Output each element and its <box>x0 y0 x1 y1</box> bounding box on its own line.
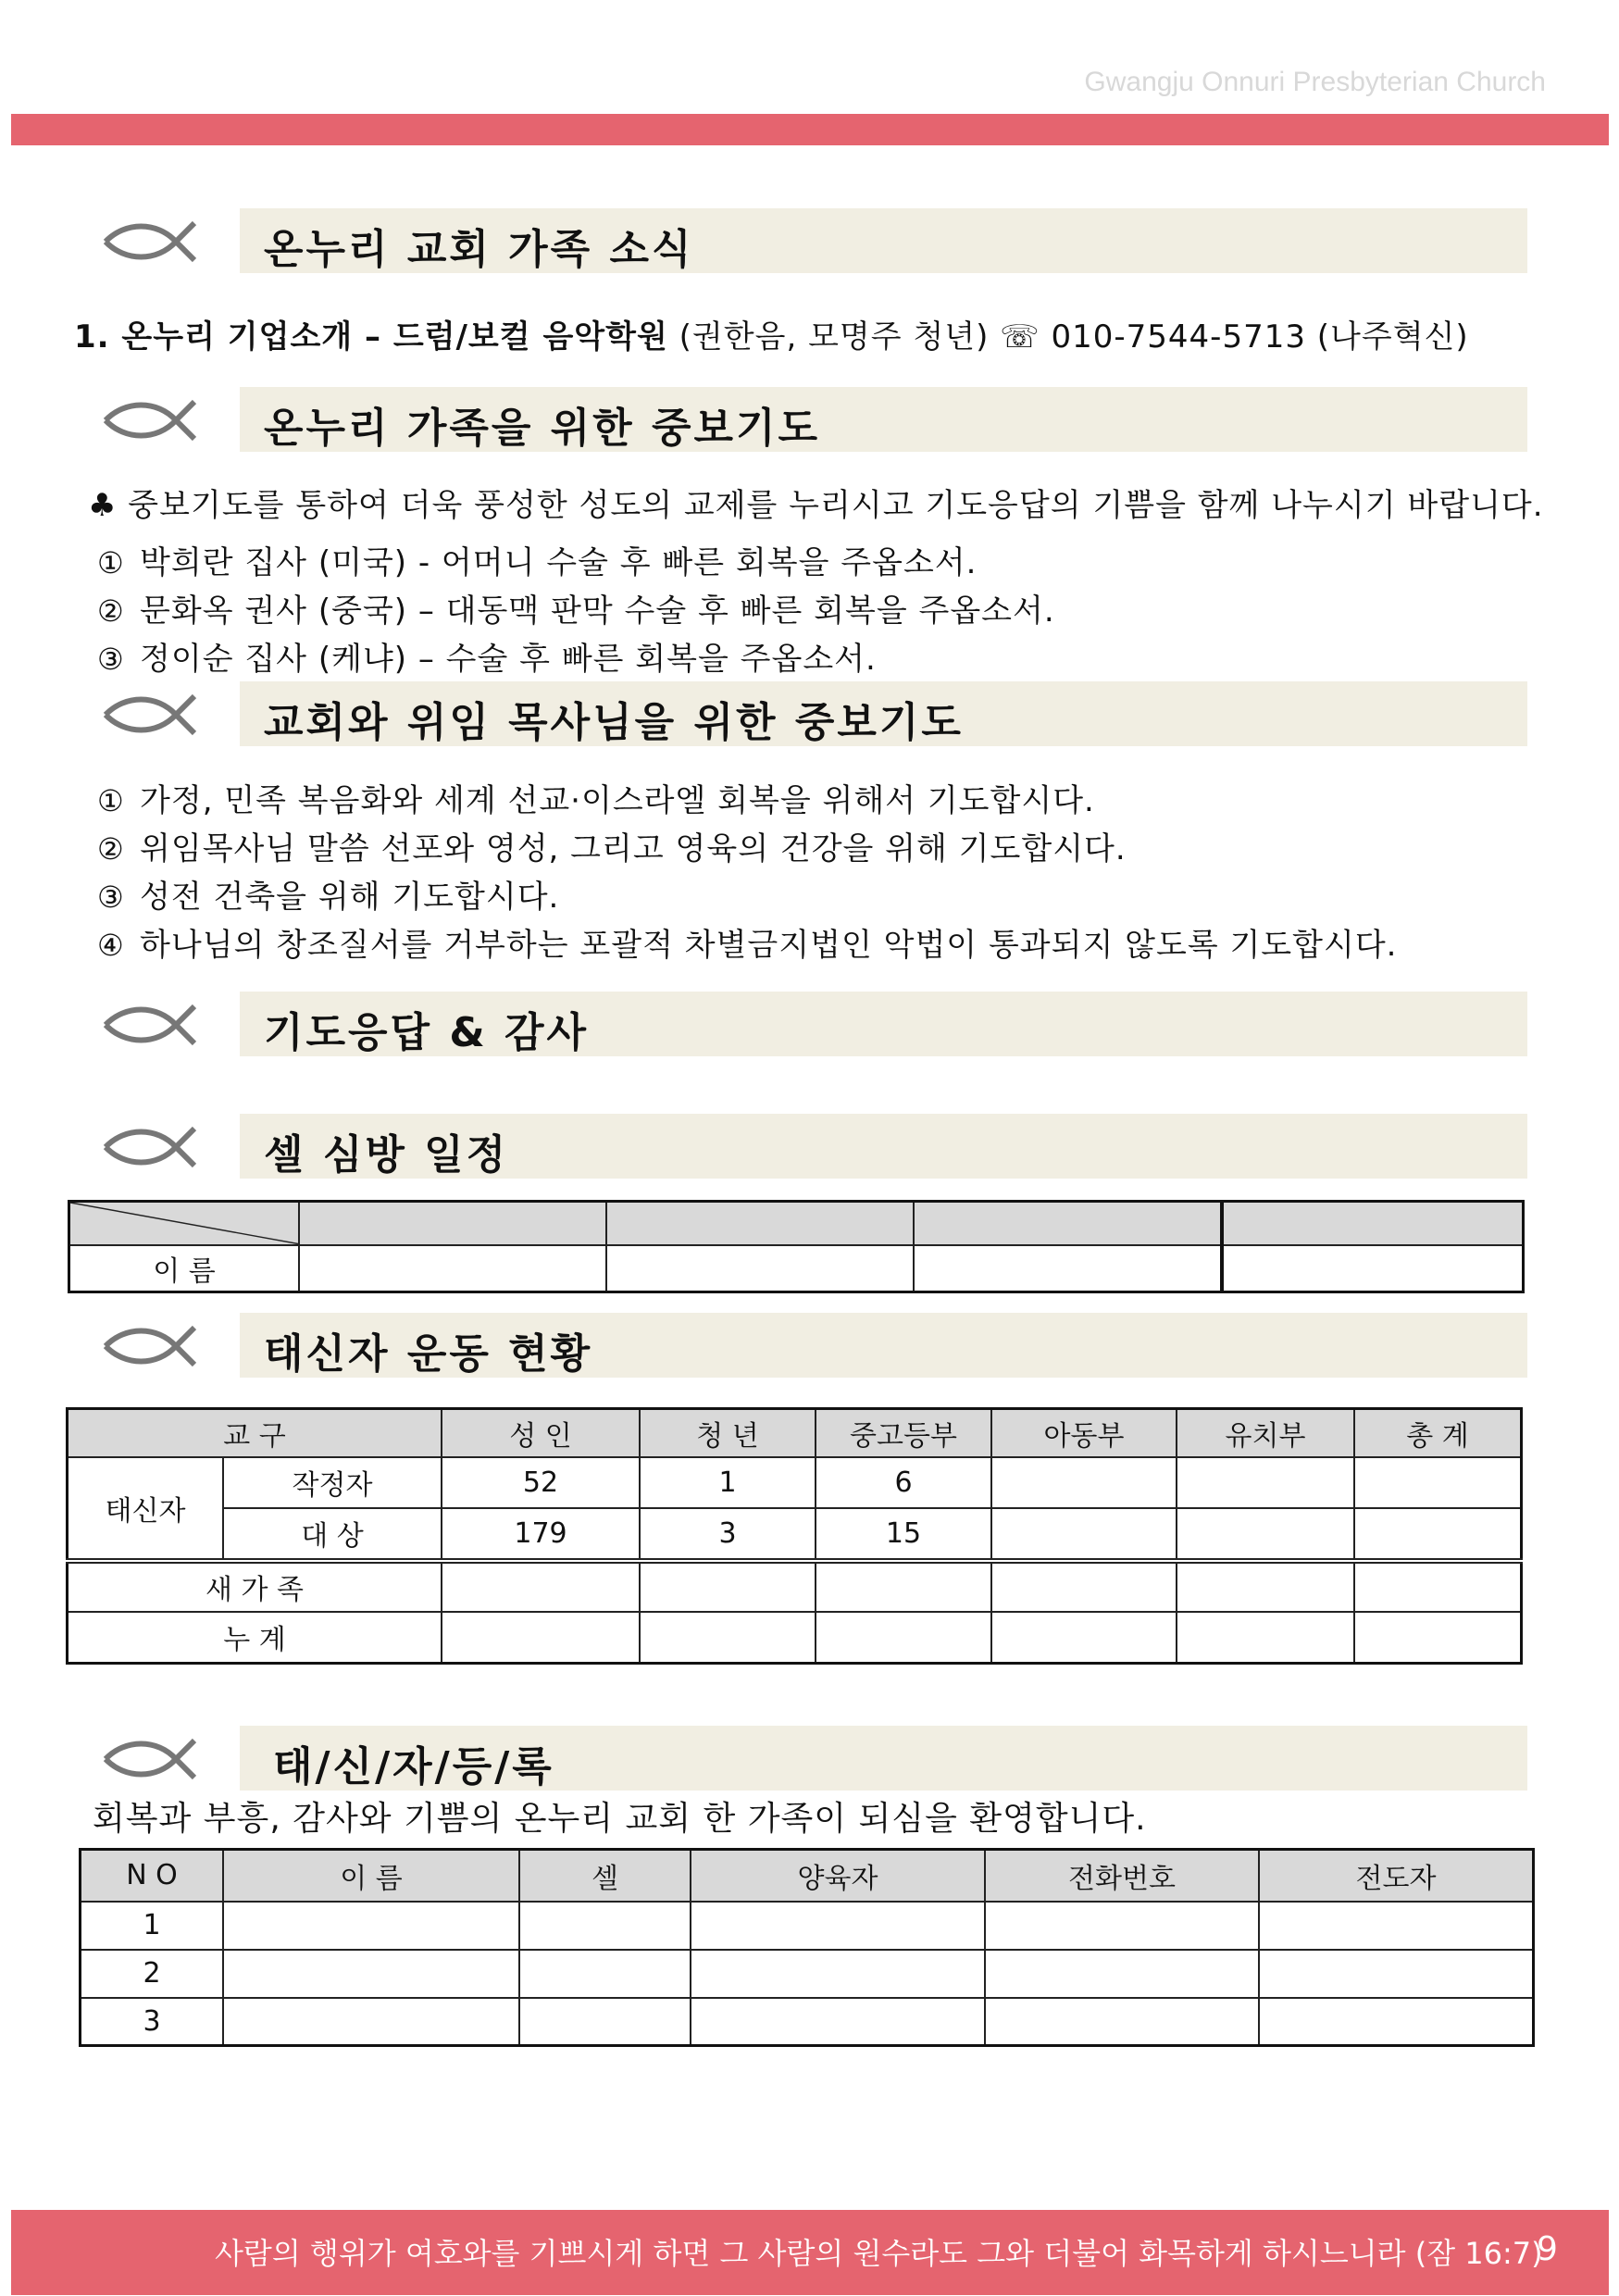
table-row: 2 <box>81 1950 1534 1998</box>
header-cell: 아동부 <box>991 1409 1177 1457</box>
section-title: 온누리 교회 가족 소식 <box>264 226 694 273</box>
section-title: 태신자 운동 현황 <box>264 1330 593 1378</box>
church-prayer-item: ③ 성전 건축을 위해 기도합시다. <box>97 879 560 916</box>
church-prayer-item: ① 가정, 민족 복음화와 세계 선교·이스라엘 회복을 위해서 기도합시다. <box>97 782 1095 819</box>
header-cell: 성 인 <box>442 1409 640 1457</box>
registration-table <box>79 1848 1535 2047</box>
fish-icon <box>102 1322 199 1370</box>
family-news-item-title: 1. 온누리 기업소개 – 드럼/보컬 음악학원 <box>74 318 668 356</box>
registration-welcome: 회복과 부흥, 감사와 기쁨의 온누리 교회 한 가족이 되심을 환영합니다. <box>93 1800 1147 1838</box>
cell-visit-name-label: 이 름 <box>69 1245 300 1292</box>
intercession-item: ③ 정이순 집사 (케냐) – 수술 후 빠른 회복을 주옵소서. <box>97 641 877 678</box>
fish-icon <box>102 1123 199 1171</box>
section-evangelism <box>102 1313 1527 1378</box>
group-label: 태신자 <box>68 1457 224 1561</box>
section-cell-visit <box>102 1114 1527 1179</box>
header-accent-bar <box>11 114 1609 145</box>
header-cell: 중고등부 <box>816 1409 991 1457</box>
church-prayer-item: ④ 하나님의 창조질서를 거부하는 포괄적 차별금지법인 악법이 통과되지 않도록 기도합시다. <box>97 927 1398 964</box>
church-prayer-item: ② 위임목사님 말씀 선포와 영성, 그리고 영육의 건강을 위해 기도합시다. <box>97 830 1127 867</box>
section-title: 온누리 가족을 위한 중보기도 <box>264 405 821 452</box>
table-row: 누 계 <box>68 1612 1522 1664</box>
section-title: 교회와 위임 목사님을 위한 중보기도 <box>264 699 964 746</box>
header-cell: 총 계 <box>1354 1409 1522 1457</box>
section-family-news <box>102 208 1527 273</box>
section-title: 태/신/자/등/록 <box>273 1743 554 1791</box>
table-row: 새 가 족 <box>68 1561 1522 1612</box>
fish-icon <box>102 396 199 444</box>
section-registration <box>102 1726 1527 1791</box>
section-answered-prayer <box>102 992 1527 1056</box>
section-title: 셀 심방 일정 <box>264 1131 509 1179</box>
section-church-prayer <box>102 681 1527 746</box>
footer-verse: 사람의 행위가 여호와를 기쁘시게 하면 그 사람의 원수라도 그와 더불어 화목하게 하시느니라 (잠 16:7) <box>215 2236 1543 2271</box>
fish-icon <box>102 1001 199 1049</box>
fish-icon <box>102 1735 199 1783</box>
intercession-item: ② 문화옥 권사 (중국) – 대동맥 판막 수술 후 빠른 회복을 주옵소서. <box>97 593 1055 630</box>
diagonal-cell <box>69 1202 300 1245</box>
footer-bar <box>11 2210 1609 2295</box>
header-cell: 이 름 <box>223 1850 519 1902</box>
section-intercession <box>102 387 1527 452</box>
header-cell: N O <box>81 1850 224 1902</box>
header-cell: 청 년 <box>640 1409 816 1457</box>
header-cell: 전도자 <box>1259 1850 1534 1902</box>
intercession-intro: ♣ 중보기도를 통하여 더욱 풍성한 성도의 교제를 누리시고 기도응답의 기쁨을 함께 나누시기 바랍니다. <box>88 487 1544 524</box>
cell-visit-table <box>68 1200 1525 1293</box>
header-church-name: Gwangju Onnuri Presbyterian Church <box>1084 67 1546 97</box>
intercession-item: ① 박희란 집사 (미국) - 어머니 수술 후 빠른 회복을 주옵소서. <box>97 544 978 581</box>
fish-icon <box>102 218 199 266</box>
evangelism-table <box>66 1407 1523 1665</box>
section-title: 기도응답 & 감사 <box>264 1009 590 1056</box>
table-row: 3 <box>81 1998 1534 2046</box>
header-cell: 양육자 <box>691 1850 985 1902</box>
table-row: 대 상 179 3 15 <box>68 1508 1522 1561</box>
family-news-item <box>74 311 1469 356</box>
header-cell: 유치부 <box>1177 1409 1354 1457</box>
page-number: 9 <box>1537 2230 1558 2268</box>
header-cell: 전화번호 <box>985 1850 1259 1902</box>
header-cell: 교 구 <box>68 1409 442 1457</box>
family-news-item-detail: (권한음, 모명주 청년) ☏ 010-7544-5713 (나주혁신) <box>667 318 1469 356</box>
header-cell: 셀 <box>519 1850 691 1902</box>
table-row: 태신자 작정자 52 1 6 <box>68 1457 1522 1508</box>
fish-icon <box>102 691 199 739</box>
table-row: 1 <box>81 1902 1534 1950</box>
